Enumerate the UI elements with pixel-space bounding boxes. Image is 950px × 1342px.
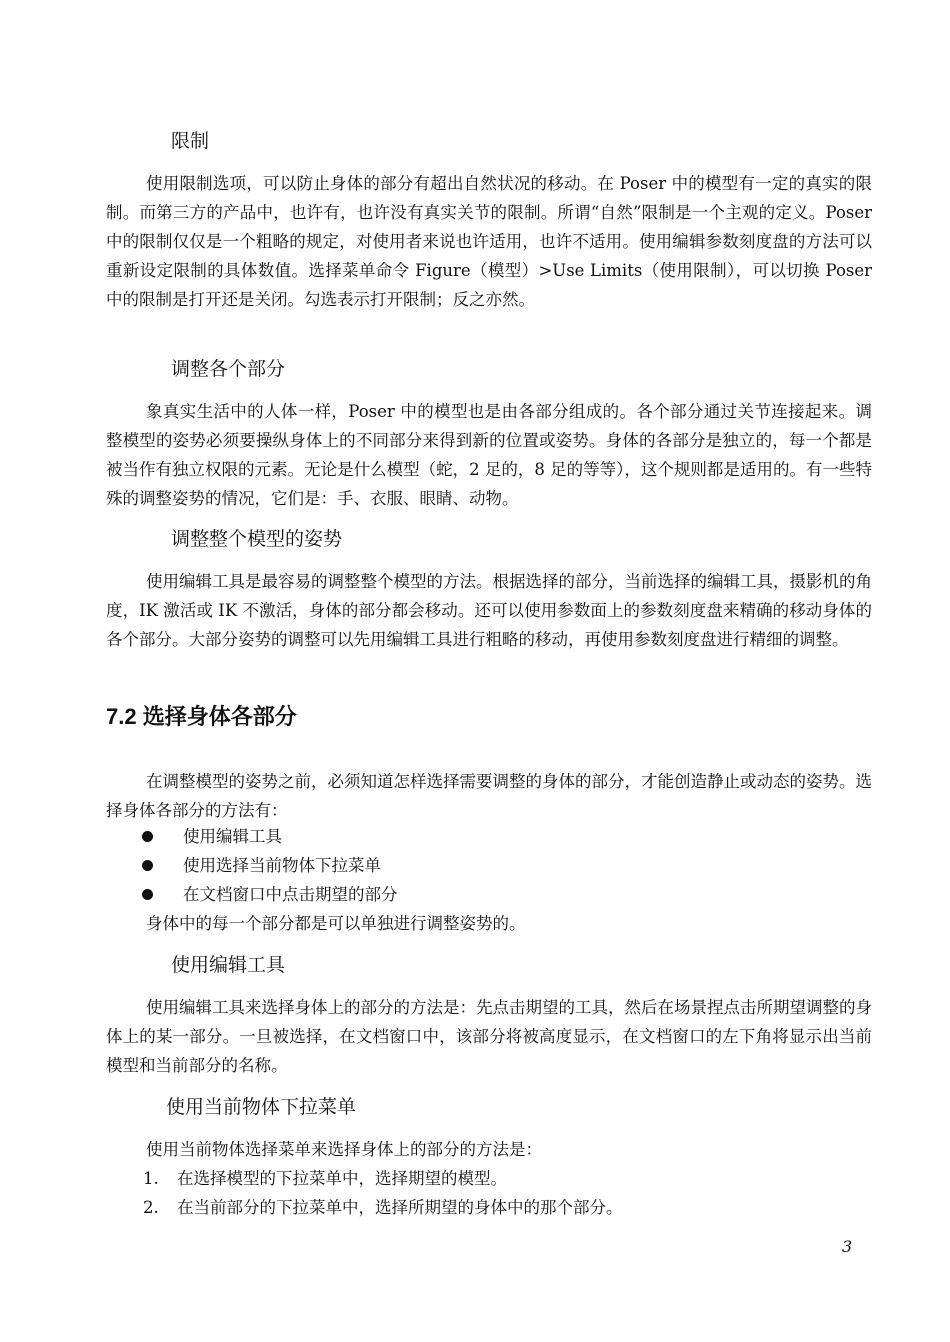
step-number-1: 1. bbox=[143, 1169, 159, 1188]
paragraph-edit-tools-text: 使用编辑工具来选择身体上的部分的方法是：先点击期望的工具，然后在场景捏点击所期望调整的身体上的某一部分。一旦被选择，在文档窗口中，该部分将被高度显示，在文档窗口的左下角将显示出当前模型和当前部分的名称。 bbox=[106, 998, 872, 1075]
bullet-dot-3 bbox=[142, 889, 153, 900]
bullet-item-2: 使用选择当前物体下拉菜单 bbox=[183, 856, 381, 875]
bullet-item-1: 使用编辑工具 bbox=[183, 827, 282, 846]
paragraph-edit-tools bbox=[106, 993, 872, 1080]
step-number-2: 2. bbox=[143, 1198, 159, 1217]
heading-adjust-whole: 调整整个模型的姿势 bbox=[171, 528, 343, 550]
step-text-1: 在选择模型的下拉菜单中，选择期望的模型。 bbox=[177, 1169, 507, 1188]
heading-adjust-parts: 调整各个部分 bbox=[171, 358, 286, 380]
heading-edit-tools: 使用编辑工具 bbox=[171, 954, 286, 976]
page-number: 3 bbox=[842, 1237, 853, 1256]
bullet-dot-2 bbox=[142, 860, 153, 871]
step-text-2: 在当前部分的下拉菜单中，选择所期望的身体中的那个部分。 bbox=[177, 1198, 623, 1217]
note-select-parts: 身体中的每一个部分都是可以单独进行调整姿势的。 bbox=[146, 914, 526, 933]
section-heading-7-2: 7.2 选择身体各部分 bbox=[106, 704, 297, 729]
bullet-dot-1 bbox=[142, 831, 153, 842]
paragraph-adjust-whole-text: 使用编辑工具是最容易的调整整个模型的方法。根据选择的部分，当前选择的编辑工具，摄影机的角度，IK 激活或 IK 不激活，身体的部分都会移动。还可以使用参数面上的参数刻度盘来精确的移动身体的各个部分。大部分姿势的调整可以先用编辑工具进行粗略的移动，再使用参数刻度盘进行精细的调整。 bbox=[106, 572, 872, 649]
paragraph-select-parts-text: 在调整模型的姿势之前，必须知道怎样选择需要调整的身体的部分，才能创造静止或动态的姿势。选择身体各部分的方法有： bbox=[106, 772, 872, 820]
paragraph-adjust-whole bbox=[106, 567, 872, 654]
paragraph-adjust-parts-text: 象真实生活中的人体一样，Poser 中的模型也是由各部分组成的。各个部分通过关节连接起来。调整模型的姿势必须要操纵身体上的不同部分来得到新的位置或姿势。身体的各部分是独立的，每一个都是被当作有独立权限的元素。无论是什么模型（蛇，2 足的，8 足的等等），这个规则都是适用的。有一些特殊的调整姿势的情况，它们是：手、衣服、眼睛、动物。 bbox=[106, 402, 872, 508]
bullet-item-3: 在文档窗口中点击期望的部分 bbox=[183, 885, 398, 904]
heading-current-menu: 使用当前物体下拉菜单 bbox=[166, 1096, 357, 1118]
heading-limits: 限制 bbox=[171, 130, 210, 152]
paragraph-adjust-parts bbox=[106, 397, 872, 513]
current-menu-intro: 使用当前物体选择菜单来选择身体上的部分的方法是： bbox=[146, 1140, 542, 1159]
paragraph-select-parts bbox=[106, 767, 872, 825]
paragraph-limits bbox=[106, 169, 872, 314]
paragraph-limits-text: 使用限制选项，可以防止身体的部分有超出自然状况的移动。在 Poser 中的模型有一定的真实的限制。而第三方的产品中，也许有，也许没有真实关节的限制。所谓“自然”限制是一个主观的定义。Poser 中的限制仅仅是一个粗略的规定，对使用者来说也许适用，也许不适用。使用编辑参数刻度盘的方法可以重新设定限制的具体数值。选择菜单命令 Figure（模型）>Use Limits（使用限制），可以切换 Poser 中的限制是打开还是关闭。勾选表示打开限制；反之亦然。 bbox=[106, 174, 872, 309]
